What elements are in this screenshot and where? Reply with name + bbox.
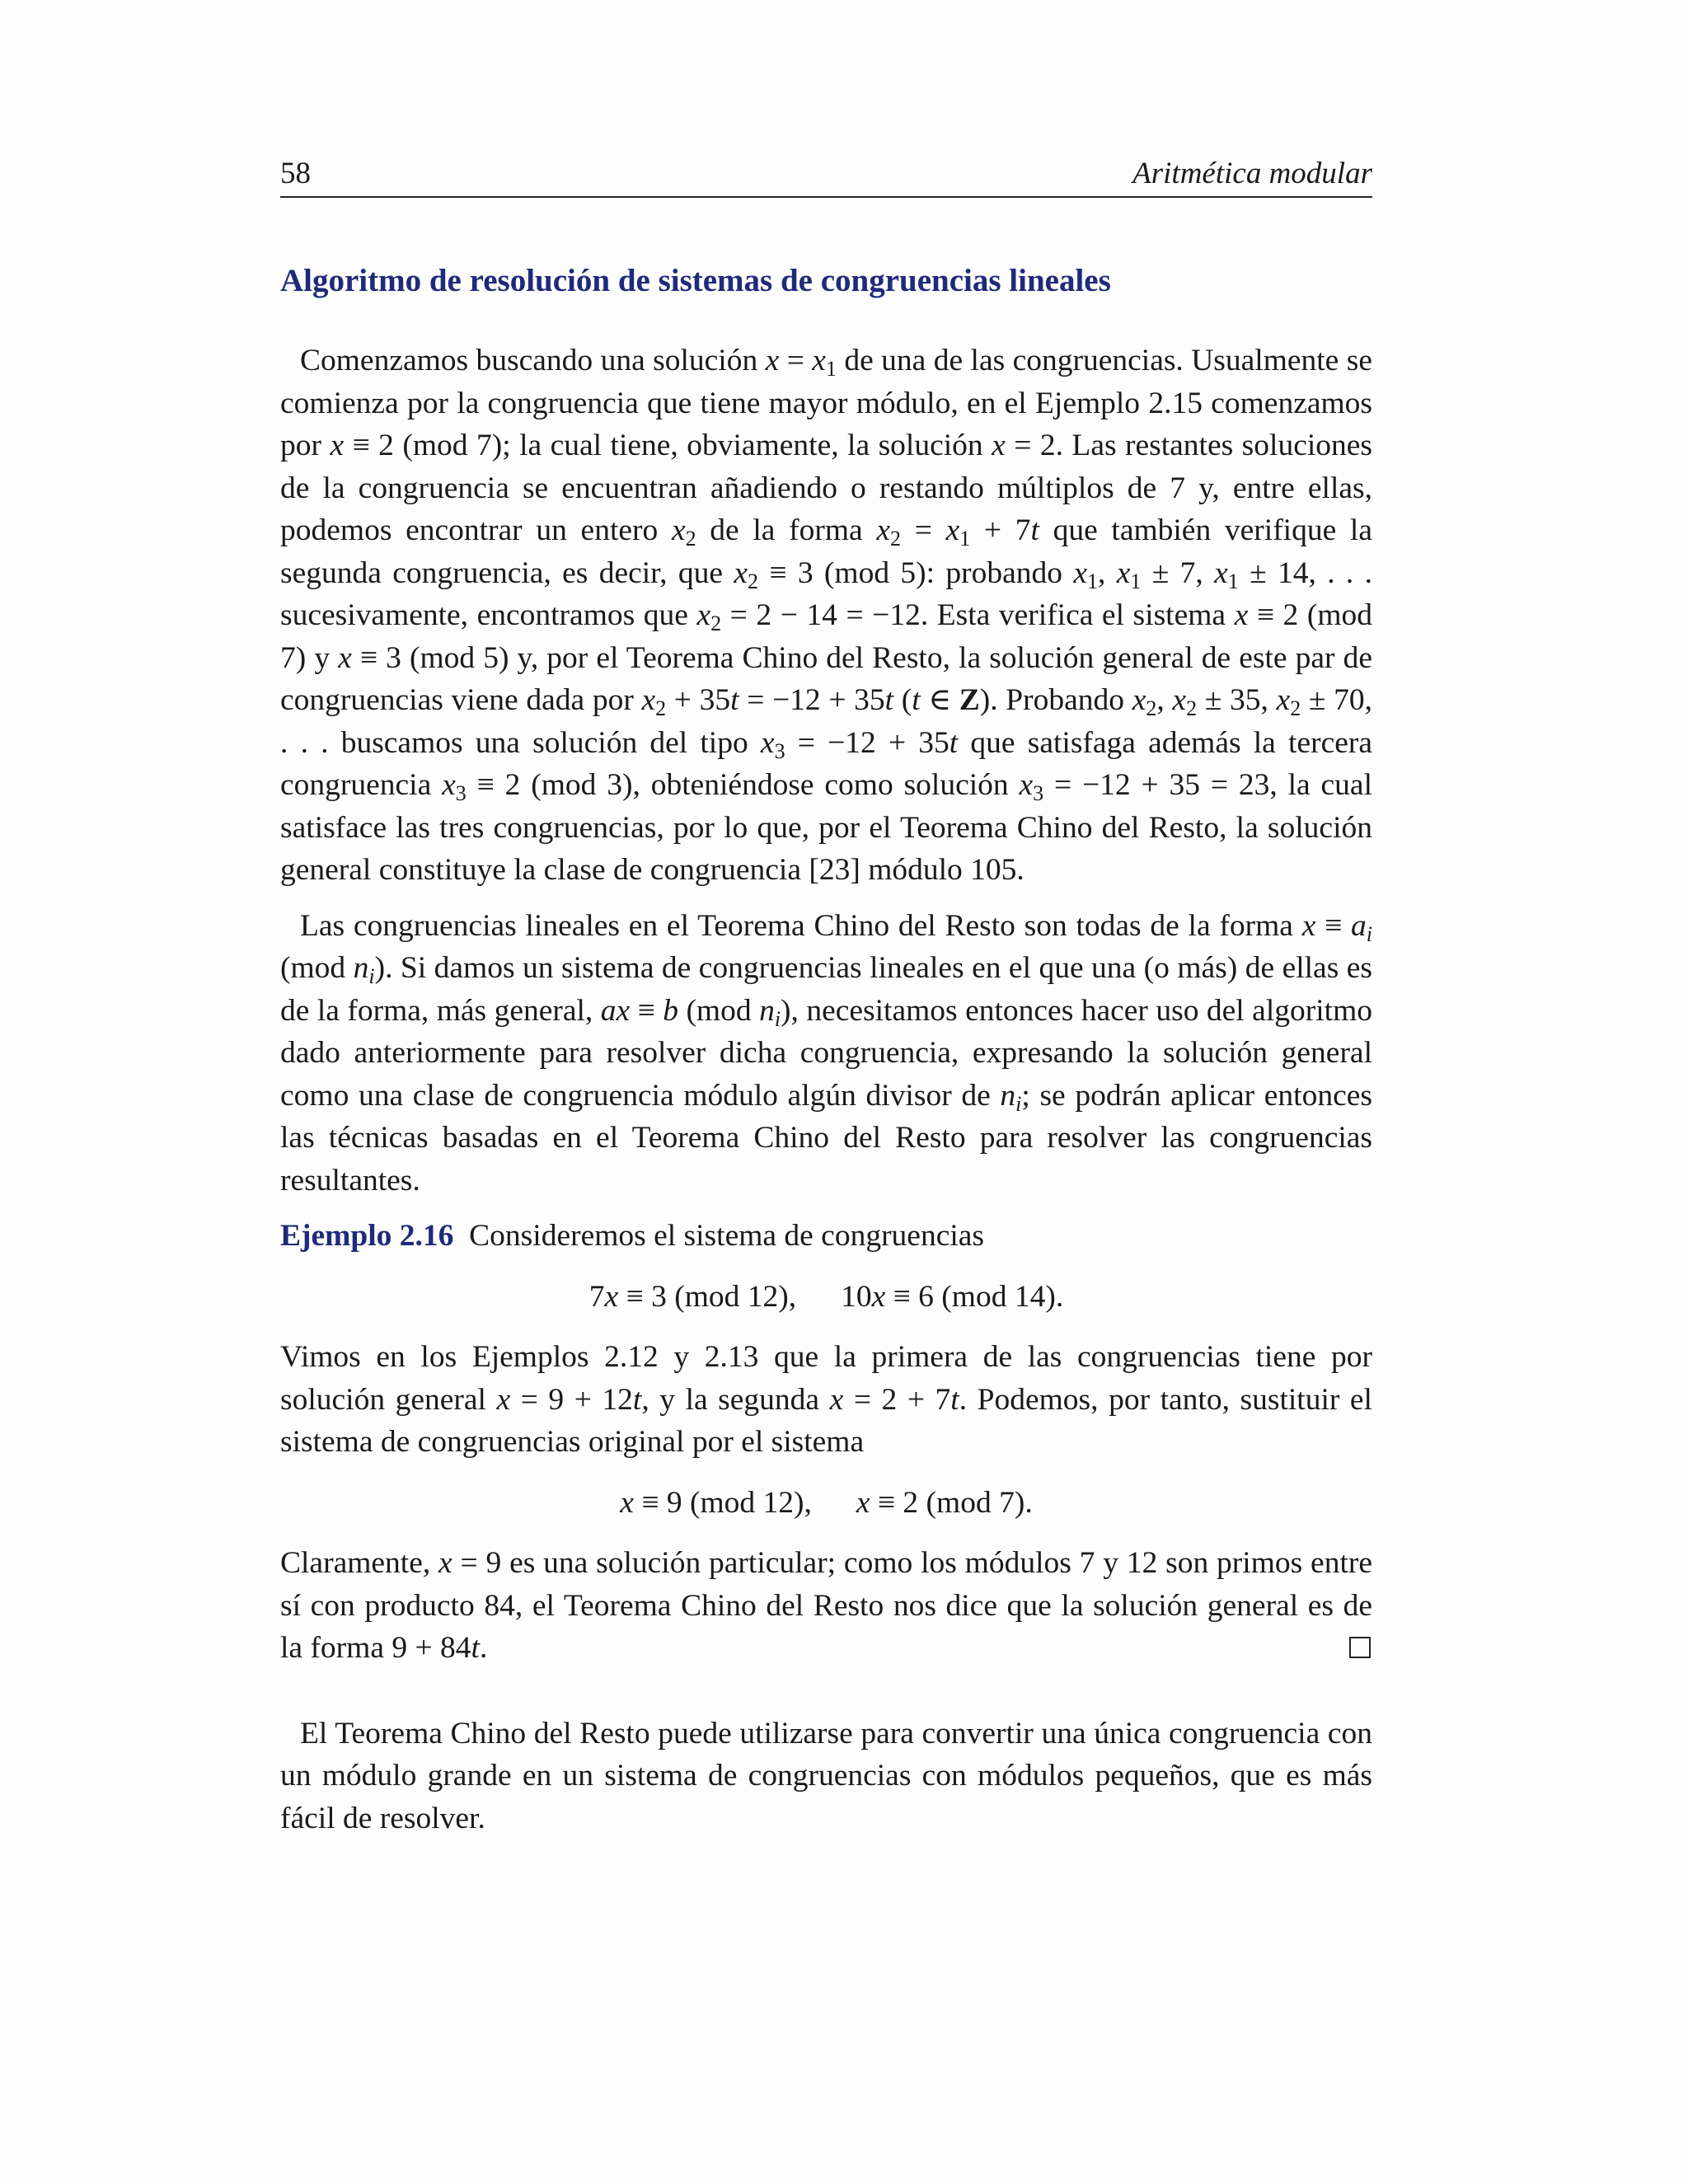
display-equation-1: 7x ≡ 3 (mod 12), 10x ≡ 6 (mod 14).: [588, 1279, 1064, 1314]
running-title: Aritmética modular: [1132, 157, 1372, 190]
main-text: [280, 340, 1372, 1853]
running-header: [280, 155, 1372, 198]
page-number: 58: [280, 157, 311, 190]
example-label: Ejemplo 2.16: [280, 1219, 454, 1253]
example-heading: [280, 1215, 1372, 1258]
section-title: Algoritmo de resolución de sistemas de congruencias lineales: [280, 263, 1111, 298]
paragraph-1: Comenzamos buscando una solución $x = x_1$ de una de las congruencias. Usualmente se comienza por la congruencia que tiene mayor módulo, en el Ejemplo 2.15 comenzamos por x ≡ 2 (mod 7); la cual tiene, obviamente, la solución x = 2. Las restantes soluciones de la congruencia se encuentran añadiendo o restando múltiplos de 7 y, entre ellas, podemos encontrar un entero $x_2$ de la forma $x_2 = x_1 + 7t$ que también verifique la segunda congruencia, es decir, que $x_2 \equiv 3$ (mod 5): probando $x_1$, $x_1 \pm 7$, $x_1 \pm 14$, . . . sucesivamente, encontramos que $x_2 = 2 - 14 = -12$. Esta verifica el sistema x ≡ 2 (mod 7) y x ≡ 3 (mod 5) y, por el Teorema Chino del Resto, la solución general de este par de congruencias viene dada por $x_2 + 35t = -12 + 35t$ (t ∈ Z). Probando $x_2$, $x_2 \pm 35$, $x_2 \pm 70$, . . . buscamos una solución del tipo $x_3 = -12 + 35t$ que satisfaga además la tercera congruencia $x_3 \equiv 2$ (mod 3), obteniéndose como solución $x_3 = -12 + 35 = 23$, la cual satisface las tres congruencias, por lo que, por el Teorema Chino del Resto, la solución general constituye la clase de congruencia [23] módulo 105.: [280, 344, 1373, 887]
qed-square-icon: [1349, 1637, 1371, 1658]
paragraph-3: Vimos en los Ejemplos 2.12 y 2.13 que la primera de las congruencias tiene por solución general x = 9 + 12t, y la segunda x = 2 + 7t. Podemos, por tanto, sustituir el sistema de congruencias original por el sistema: [280, 1340, 1372, 1459]
display-equation-2: x ≡ 9 (mod 12), x ≡ 2 (mod 7).: [620, 1485, 1033, 1520]
paragraph-4: Claramente, x = 9 es una solución particular; como los módulos 7 y 12 son primos entre sí con producto 84, el Teorema Chino del Resto nos dice que la solución general es de la forma 9 + 84t.: [280, 1546, 1372, 1665]
paragraph-2: Las congruencias lineales en el Teorema Chino del Resto son todas de la forma $x \equiv a_i$ (mod $n_i$). Si damos un sistema de congruencias lineales en el que una (o más) de ellas es de la forma, más general, ax ≡ b (mod $n_i$), necesitamos entonces hacer uso del algoritmo dado anteriormente para resolver dicha congruencia, expresando la solución general como una clase de congruencia módulo algún divisor de $n_i$; se podrán aplicar entonces las técnicas basadas en el Teorema Chino del Resto para resolver las congruencias resultantes.: [280, 908, 1372, 1197]
example-intro: Consideremos el sistema de congruencias: [469, 1219, 985, 1253]
paragraph-5: El Teorema Chino del Resto puede utilizarse para convertir una única congruencia con un módulo grande en un sistema de congruencias con módulos pequeños, que es más fácil de resolver.: [280, 1716, 1372, 1835]
